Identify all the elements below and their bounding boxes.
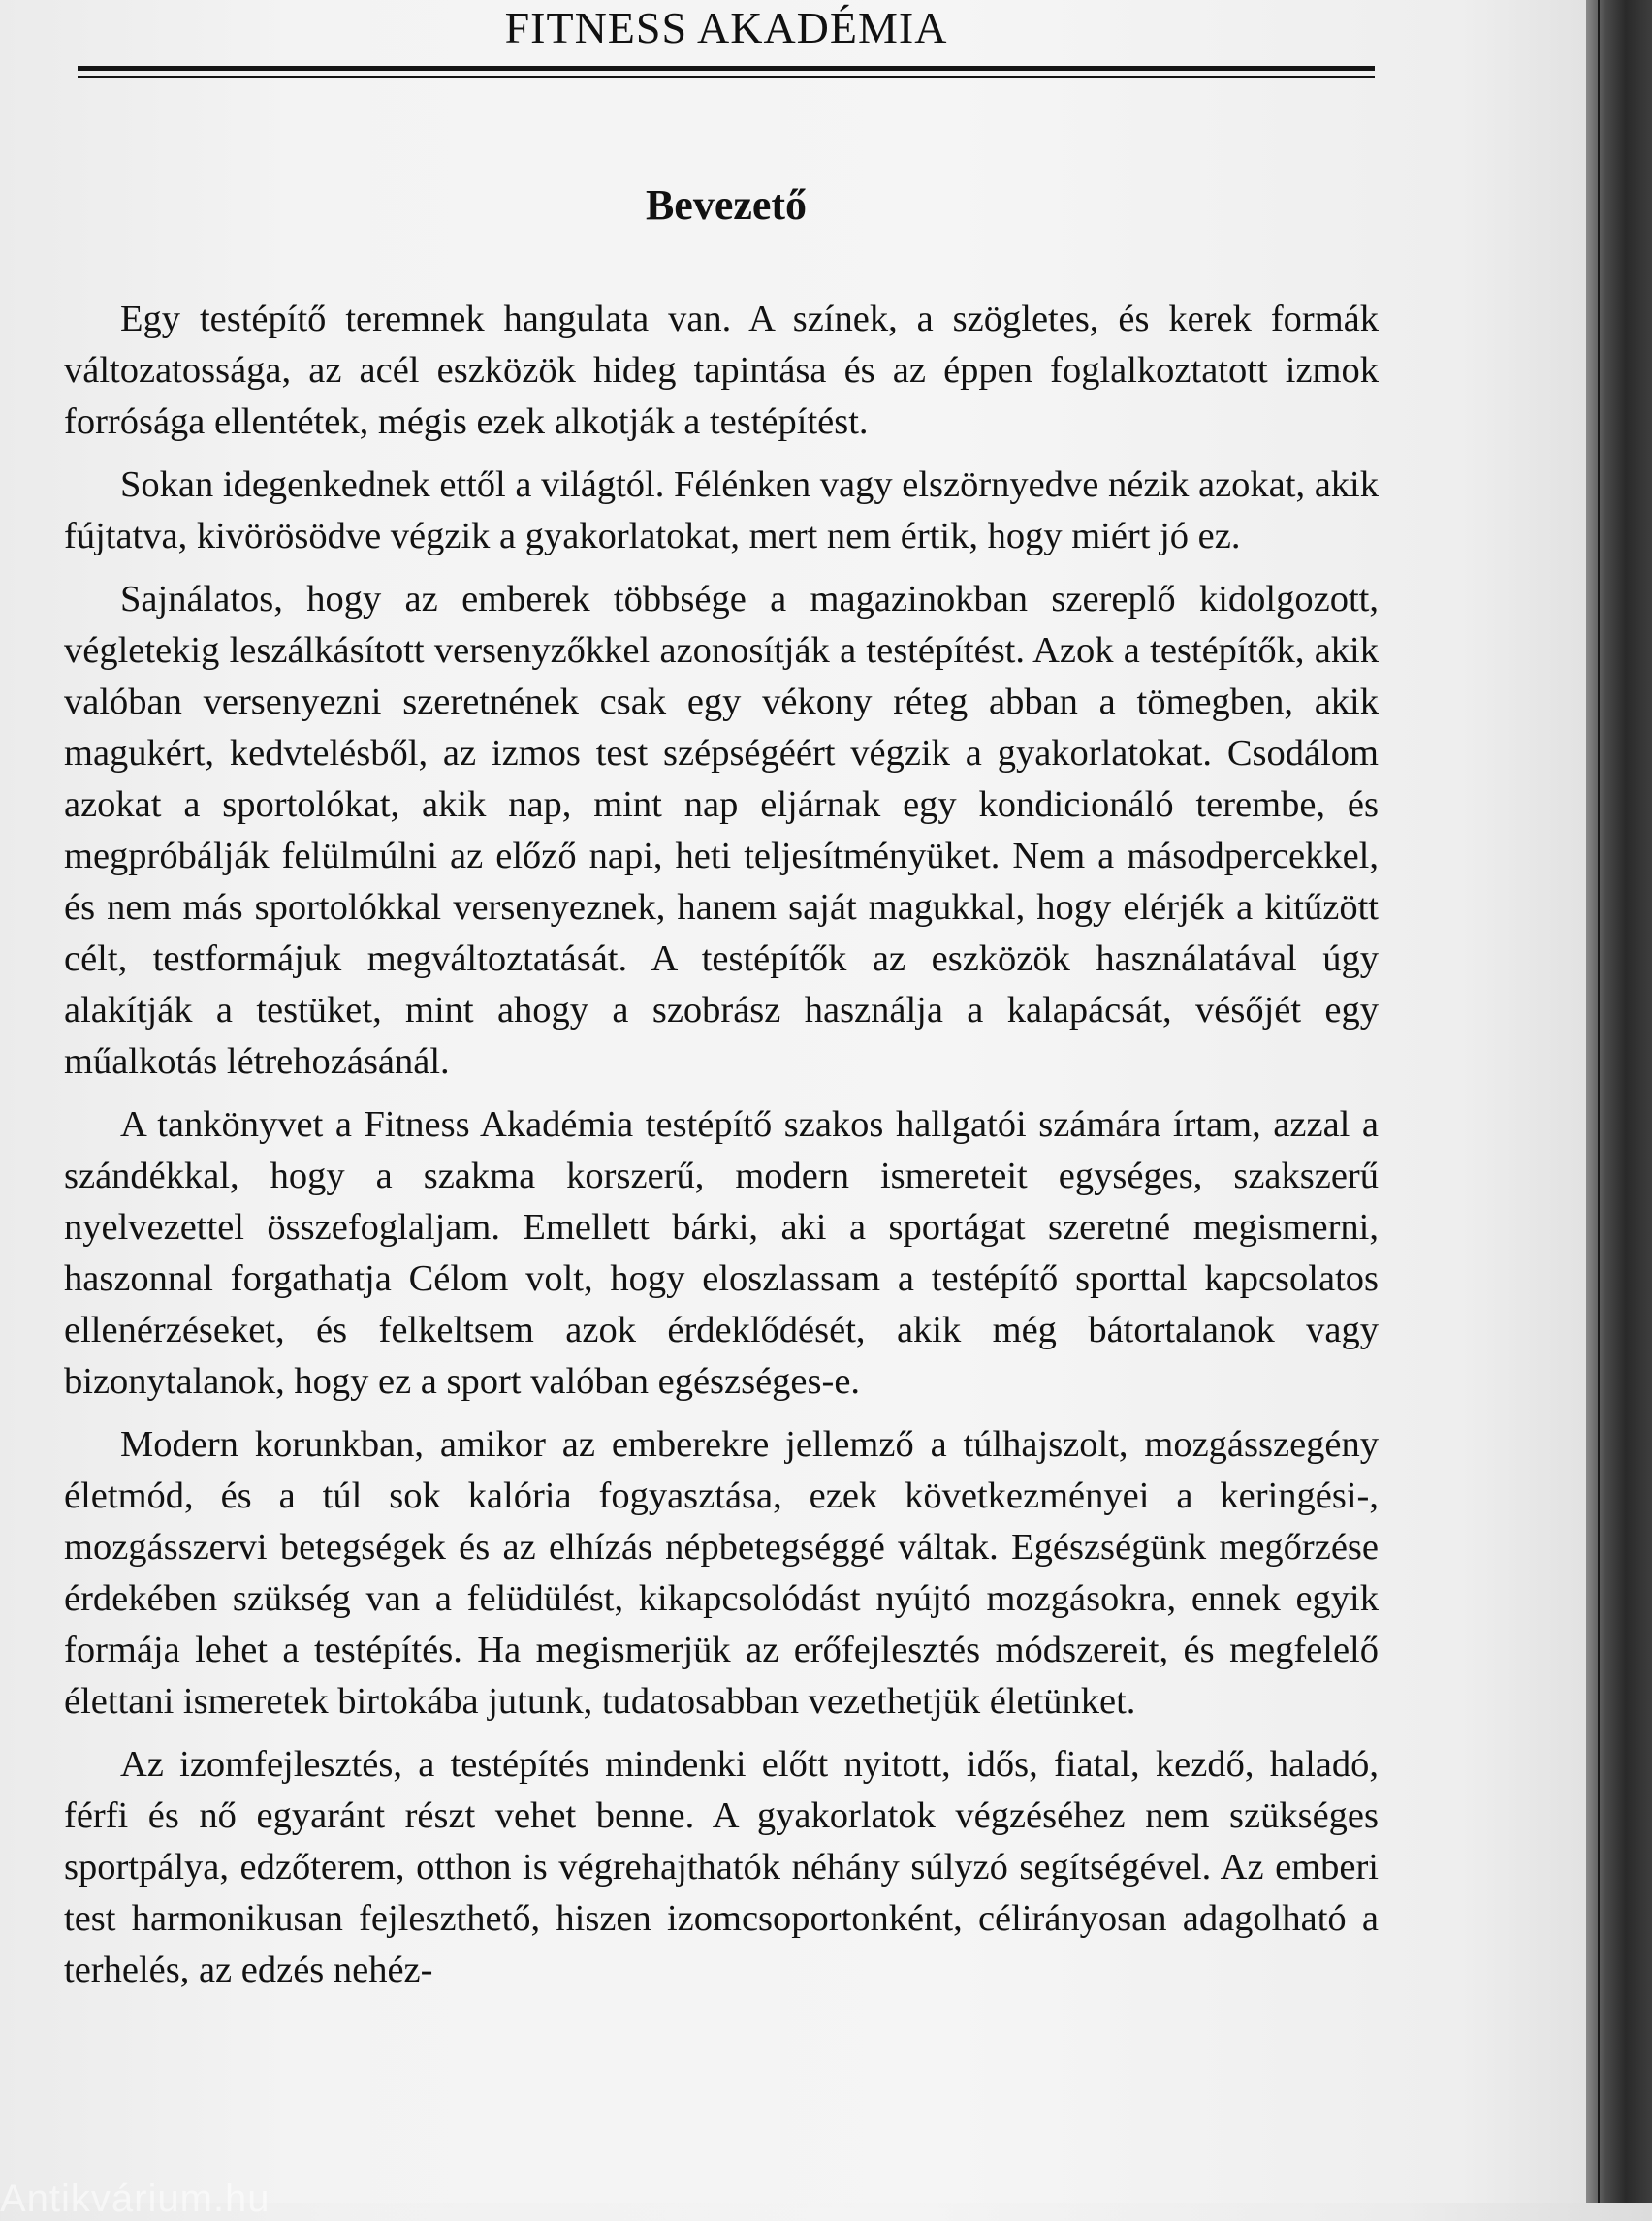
book-gutter: [1586, 0, 1652, 2203]
paragraph-3: Sajnálatos, hogy az emberek többsége a magazinokban szereplő kidolgozott, végletekig leszálkásított versenyzőkkel azonosítják a testépítést. Azok a testépítők, akik valóban versenyezni szeretnének csak egy vékony réteg abban a tömegben, akik magukért, kedvtelésből, az izmos test szépségéért végzik a gyakorlatokat. Csodálom azokat a sportolókat, akik nap, mint nap eljárnak egy kondicionáló terembe, és megpróbálják felülmúlni az előző napi, heti teljesítményüket. Nem a másodpercekkel, és nem más sportolókkal versenyeznek, hanem saját magukkal, hogy elérjék a kitűzött célt, testformájuk megváltoztatását. A testépítők az eszközök használatával úgy alakítják a testüket, mint ahogy a szobrász használja a kalapácsát, vésőjét egy műalkotás létrehozásánál.: [64, 579, 1379, 1082]
watermark-text: Antikvárium.hu: [0, 2177, 270, 2220]
header-rule-thin: [78, 76, 1375, 78]
section-title: Bevezető: [645, 181, 808, 229]
running-header: FITNESS AKADÉMIA: [504, 3, 948, 52]
paragraph-1: Egy testépítő teremnek hangulata van. A színek, a szögletes, és kerek formák változatossága, az acél eszközök hideg tapintása és az éppen foglalkoztatott izmok forrósága ellentétek, mégis ezek alkotják a testépítést.: [64, 299, 1379, 442]
body-text: [64, 294, 1379, 2008]
gutter-edge-line: [1598, 0, 1600, 2203]
paragraph-2: Sokan idegenkednek ettől a világtól. Félénken vagy elszörnyedve nézik azokat, akik fújtatva, kivörösödve végzik a gyakorlatokat, mert nem értik, hogy miért jó ez.: [64, 464, 1379, 556]
paragraph-4: A tankönyvet a Fitness Akadémia testépítő szakos hallgatói számára írtam, azzal a szándékkal, hogy a szakma korszerű, modern ismereteit egységes, szakszerű nyelvezettel összefoglaljam. Emellett bárki, aki a sportágat szeretné megismerni, haszonnal forgathatja Célom volt, hogy eloszlassam a testépítő sporttal kapcsolatos ellenérzéseket, és felkeltsem azok érdeklődését, akik még bátortalanok vagy bizonytalanok, hogy ez a sport valóban egészséges-e.: [64, 1104, 1379, 1402]
paragraph-5: Modern korunkban, amikor az emberekre jellemző a túlhajszolt, mozgásszegény életmód, és a túl sok kalória fogyasztása, ezek következményei a keringési-, mozgásszervi betegségek és az elhízás népbetegséggé váltak. Egészségünk megőrzése érdekében szükség van a felüdülést, kikapcsolódást nyújtó mozgásokra, ennek egyik formája lehet a testépítés. Ha megismerjük az erőfejlesztés módszereit, és megfelelő élettani ismeretek birtokába jutunk, tudatosabban vezethetjük életünket.: [64, 1424, 1379, 1722]
header-rule-thick: [78, 66, 1375, 71]
paragraph-6: Az izomfejlesztés, a testépítés mindenki előtt nyitott, idős, fiatal, kezdő, haladó, férfi és nő egyaránt részt vehet benne. A gyakorlatok végzéséhez nem szükséges sportpálya, edzőterem, otthon is végrehajthatók néhány súlyzó segítségével. Az emberi test harmonikusan fejleszthető, hiszen izomcsoportonként, célirányosan adagolható a terhelés, az edzés nehéz-: [64, 1744, 1379, 1990]
